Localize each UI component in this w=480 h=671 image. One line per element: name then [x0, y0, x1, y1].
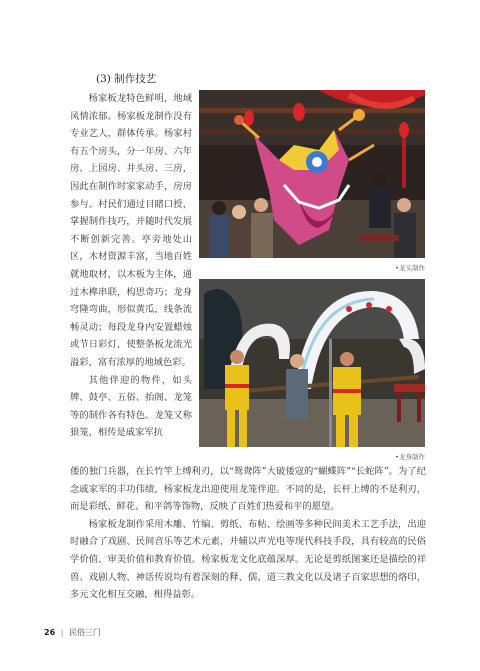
page-number: 26 [44, 628, 56, 637]
footer-separator: | [60, 628, 64, 637]
photo-caption-dragon-head: •龙头制作 [395, 264, 425, 272]
paragraph-accompanying-items: 其他伴迎的物件，如头牌、鼓亭、五俗、抬阁、龙笼等的制作各有特色。龙笼又称狼笼，相传是戚家军抗 [70, 374, 192, 439]
photo-dragon-head-making [199, 90, 425, 258]
photo-dragon-body-making [199, 279, 425, 447]
publication-name: 民俗三门 [68, 628, 101, 637]
paragraph-dragon-features: 杨家板龙特色鲜明，地域风情浓郁。杨家板龙制作没有专业艺人，群体传承。杨家村有五个房头，分一年房、六年房、上园房、井头房、三房，因此在制作时家家动手，房房参与。村民们通过目睹口授，掌握制作技巧，并随时代发展不断创新完善。亭旁地处山区，木材资源丰富，当地百姓就地取材，以木板为主体，通过木榫串联，构思奇巧；龙身穹隆弯曲，形似黄瓜，线条流畅灵动；每段龙身内安置蜡烛或节日彩灯，使整条板龙流光溢彩，富有浓厚的地域色彩。 [70, 93, 192, 368]
paragraph-craft-value: 杨家板龙制作采用木雕、竹编、剪纸、布帖、绘画等多种民间美术工艺手法，出迎时融合了戏剧、民间音乐等艺术元素，并辅以声光电等现代科技手段，具有较高的民俗学价值、审美价值和教育价值。杨家板龙文化底蕴深厚。无论是剪纸图案还是描绘的祥兽、戏剧人物、神话传说均有着深刻的释、儒、道三教文化以及诸子百家思想的烙印，多元文化相互交融，相得益彰。 [70, 518, 426, 601]
left-text-column [70, 90, 192, 442]
section-heading: (3) 制作技艺 [96, 73, 157, 85]
paragraph-dragon-cage-continued: 倭的独门兵器，在长竹竿上缚利刃，以“鸳鸯阵”大破倭寇的“蝴蝶阵”“长蛇阵”。为了纪念戚家军的丰功伟绩，杨家板龙出迎使用龙笼伴迎。不同的是，长杆上缚的不是利刃，而是彩纸、鲜花、和平鸽等饰物，反映了百姓们热爱和平的愿望。 [70, 466, 426, 513]
full-width-text [70, 463, 426, 604]
page-footer [44, 627, 101, 638]
photo-caption-dragon-body: •龙身制作 [395, 453, 425, 461]
dragon-head-image [199, 90, 425, 258]
dragon-body-image [199, 279, 425, 447]
